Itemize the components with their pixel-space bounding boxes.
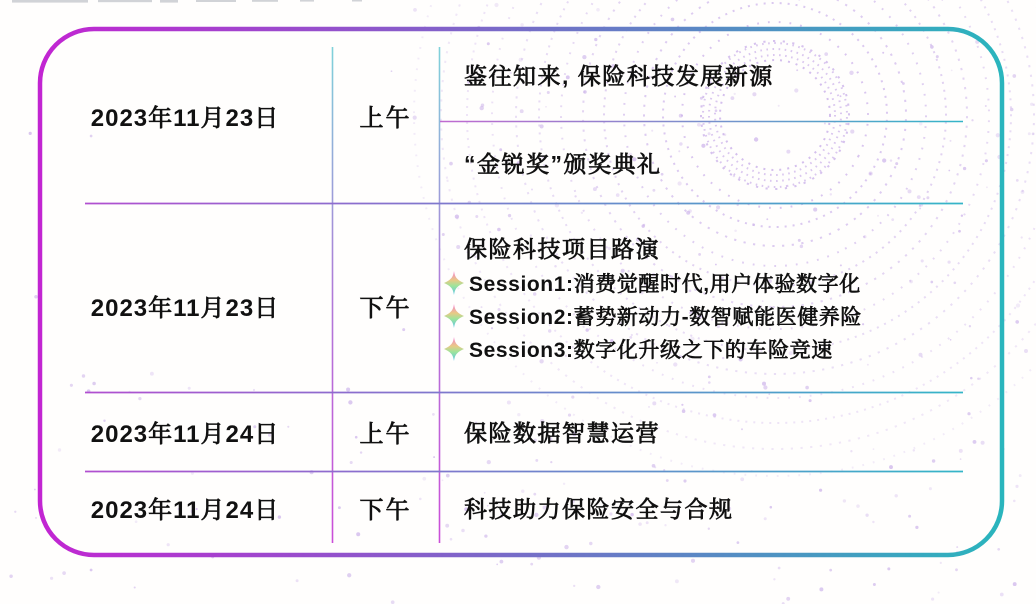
agenda-item: [444, 232, 1004, 365]
agenda-title: 保险科技项目路演: [464, 236, 660, 262]
date-cell: [38, 471, 332, 543]
period-cell: [332, 392, 439, 471]
agenda-title: 保险数据智慧运营: [464, 420, 660, 446]
agenda-item: [464, 121, 994, 203]
period-text: 下午: [359, 496, 412, 524]
sparkle-icon: [444, 271, 464, 295]
date-text: 2023年11月23日: [90, 104, 280, 132]
agenda-title: 科技助力保险安全与合规: [464, 495, 734, 522]
agenda-item: [464, 471, 994, 543]
sparkle-icon: [444, 304, 464, 328]
period-cell: [332, 27, 439, 203]
agenda-item: [464, 392, 994, 471]
agenda-title: “金锐奖”颁奖典礼: [464, 150, 662, 177]
session-item: [444, 332, 1004, 365]
agenda-item: [464, 27, 994, 121]
period-cell: [332, 471, 439, 543]
date-cell: [38, 203, 332, 407]
date-cell: [38, 392, 332, 471]
date-text: 2023年11月23日: [90, 294, 280, 322]
sparkle-icon: [444, 337, 464, 361]
date-cell: [38, 27, 332, 203]
session-text: Session2:蓄势新动力-数智赋能医健养险: [469, 305, 862, 329]
agenda-title: 鉴往知来, 保险科技发展新源: [464, 62, 774, 89]
period-text: 上午: [359, 421, 412, 448]
date-text: 2023年11月24日: [90, 421, 280, 448]
period-text: 上午: [359, 104, 412, 132]
session-item: [444, 266, 1004, 299]
period-text: 下午: [359, 294, 412, 322]
date-text: 2023年11月24日: [90, 496, 280, 524]
session-text: Session1:消费觉醒时代,用户体验数字化: [469, 272, 861, 296]
session-text: Session3:数字化升级之下的车险竞速: [469, 338, 833, 362]
cropped-top-artifact: [12, 0, 362, 3]
period-cell: [332, 203, 439, 407]
session-item: [444, 299, 1004, 332]
